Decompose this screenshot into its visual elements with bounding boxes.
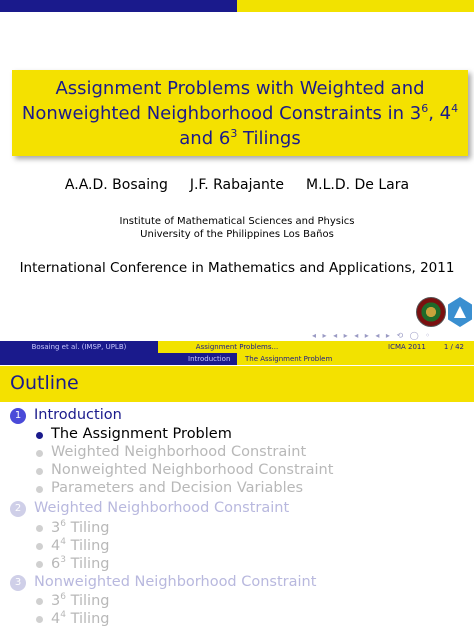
toc-item-label (51, 519, 109, 536)
section-navbar (0, 353, 474, 365)
bullet-icon (36, 543, 43, 550)
affiliation (0, 215, 474, 241)
nav-subsection-assignment-problem[interactable]: The Assignment Problem (245, 355, 333, 363)
section-number-badge: 2 (10, 501, 26, 517)
title-sup-2: 4 (451, 102, 459, 115)
footer-right (316, 341, 474, 353)
toc-section-label: Introduction (34, 407, 122, 423)
tiling-base: 6 (51, 555, 61, 572)
author-1: A.A.D. Bosaing (64, 177, 168, 193)
tiling-base: 4 (51, 610, 61, 627)
title-line-1: Assignment Problems with Weighted and (55, 78, 425, 99)
bullet-icon (36, 616, 43, 623)
toc-item-label (51, 555, 109, 572)
top-bar-yellow (237, 0, 474, 12)
tiling-base: 4 (51, 537, 61, 554)
title-line-3 (12, 126, 468, 151)
authors (0, 177, 474, 193)
author-3: M.L.D. De Lara (306, 177, 410, 193)
outline-heading: Outline (10, 372, 79, 394)
tiling-rest: Tiling (65, 555, 110, 572)
tiling-sup: 6 (60, 592, 66, 602)
conference-name: International Conference in Mathematics and Applications, 2011 (19, 260, 455, 276)
section-number-badge: 1 (10, 408, 26, 424)
tiling-base: 3 (51, 592, 61, 609)
tiling-rest: Tiling (65, 537, 110, 554)
title-box (12, 70, 468, 156)
beamer-navigation-icons[interactable]: ◂ ▸ ◂ ▸ ◂ ▸ ◂ ▸ ⟲ ◯ ◦ (312, 331, 432, 340)
tiling-rest: Tiling (65, 610, 110, 627)
bullet-icon (36, 598, 43, 605)
uplb-seal-logo (416, 297, 446, 327)
tiling-sup: 6 (60, 519, 66, 529)
title-sup-3: 3 (230, 127, 238, 140)
footer-page-number: 1 / 42 (443, 343, 464, 351)
top-color-bar (0, 0, 474, 12)
footer-conference: ICMA 2011 (388, 343, 426, 351)
tiling-rest: Tiling (65, 592, 110, 609)
author-2: J.F. Rabajante (189, 177, 285, 193)
bullet-icon (36, 486, 43, 493)
bullet-icon (36, 525, 43, 532)
title-line-2 (12, 101, 468, 126)
tiling-rest: Tiling (65, 519, 110, 536)
toc-item-label (51, 537, 109, 554)
institute: Institute of Mathematical Sciences and Physics (119, 216, 355, 227)
toc-item-label: Parameters and Decision Variables (51, 480, 304, 496)
toc-item-label (51, 592, 109, 609)
tiling-sup: 4 (60, 537, 66, 547)
university: University of the Philippines Los Baños (140, 229, 334, 240)
tiling-base: 3 (51, 519, 61, 536)
top-bar-navy (0, 0, 237, 12)
slide-footer (0, 341, 474, 353)
toc-item-label: Weighted Neighborhood Constraint (51, 444, 307, 460)
section-number-badge: 3 (10, 575, 26, 591)
footer-short-title: Assignment Problems... (158, 341, 316, 353)
imsp-logo (448, 297, 472, 327)
title-line-2b: , 4 (428, 103, 452, 124)
footer-authors: Bosaing et al. (IMSP, UPLB) (0, 341, 158, 353)
bullet-icon (36, 450, 43, 457)
toc-section-label: Weighted Neighborhood Constraint (34, 500, 290, 516)
bullet-icon (36, 561, 43, 568)
title-sup-1: 6 (421, 102, 429, 115)
title-line-3b: Tilings (237, 128, 301, 149)
title-line-2a: Nonweighted Neighborhood Constraints in 3 (21, 103, 422, 124)
tiling-sup: 4 (60, 610, 66, 620)
bullet-icon (36, 432, 43, 439)
toc-item-label (51, 610, 109, 627)
imsp-logo-mark (454, 306, 466, 318)
nav-section-introduction[interactable]: Introduction (188, 355, 231, 363)
toc-item-label: The Assignment Problem (51, 426, 232, 442)
toc-item-label: Nonweighted Neighborhood Constraint (51, 462, 334, 478)
title-line-3a: and 6 (179, 128, 231, 149)
toc-section-label: Nonweighted Neighborhood Constraint (34, 574, 317, 590)
outline-title-bar (0, 366, 474, 402)
tiling-sup: 3 (60, 555, 66, 565)
bullet-icon (36, 468, 43, 475)
